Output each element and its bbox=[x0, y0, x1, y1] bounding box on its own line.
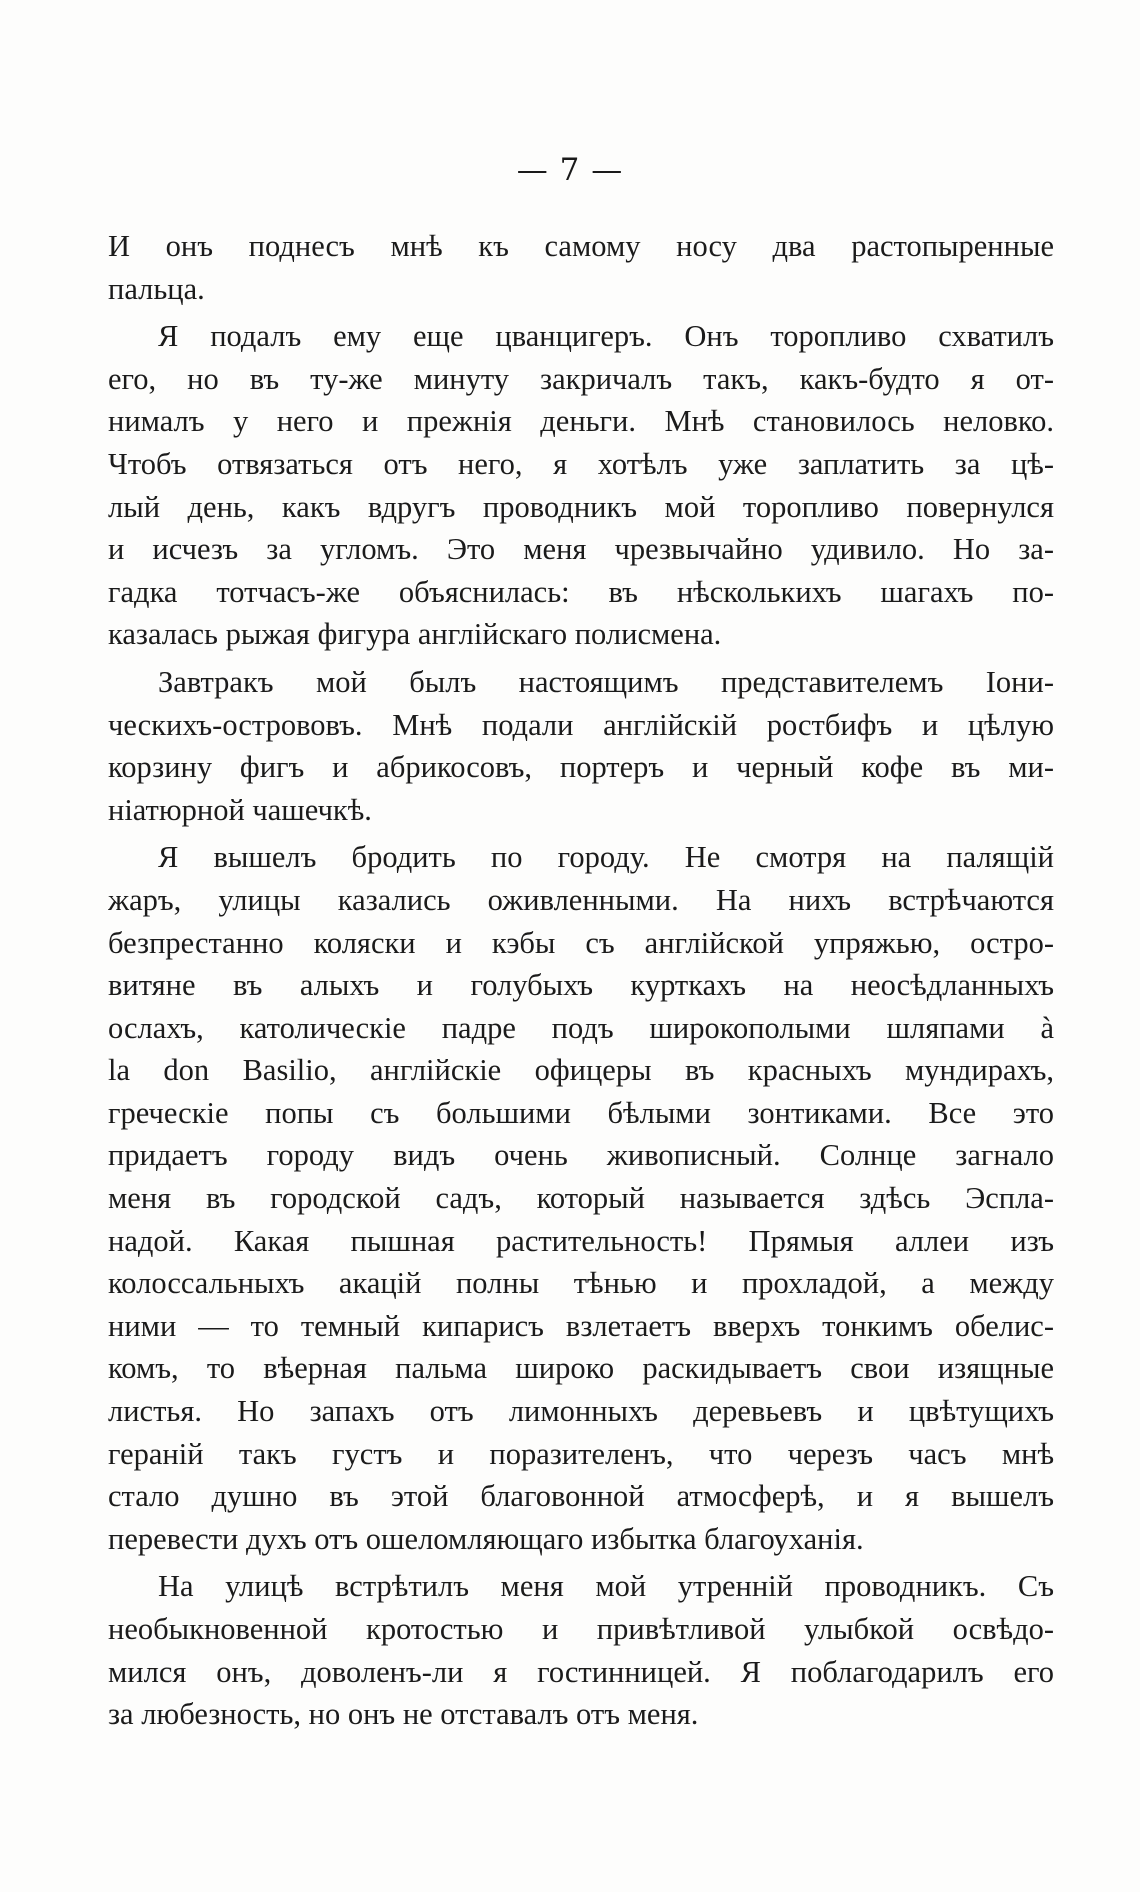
text-line: комъ, то вѣерная пальма широко раскидываетъ свои изящные bbox=[108, 1351, 1054, 1386]
text-line: мился онъ, доволенъ-ли я гостинницей. Я поблагодарилъ его bbox=[108, 1654, 1054, 1689]
text-line: ніатюрной чашечкѣ. bbox=[108, 792, 372, 827]
text-line: ними — то темный кипарисъ взлетаетъ вверхъ тонкимъ обелис- bbox=[108, 1308, 1054, 1343]
text-line: витяне въ алыхъ и голубыхъ курткахъ на неосѣдланныхъ bbox=[108, 968, 1054, 1003]
text-line: перевести духъ отъ ошеломляющаго избытка благоуханія. bbox=[108, 1521, 864, 1556]
text-line: его, но въ ту-же минуту закричалъ такъ, какъ-будто я от- bbox=[108, 361, 1054, 396]
text-line: безпрестанно коляски и кэбы съ англійской упряжью, остро- bbox=[108, 925, 1054, 960]
text-line: гадка тотчасъ-же объяснилась: въ нѣсколькихъ шагахъ по- bbox=[108, 574, 1054, 609]
text-line: надой. Какая пышная растительность! Прямыя аллеи изъ bbox=[108, 1223, 1054, 1258]
text-line: за любезность, но онъ не отставалъ отъ меня. bbox=[108, 1697, 699, 1732]
text-line: Я подалъ ему еще цванцигеръ. Онъ торопливо схватилъ bbox=[158, 319, 1054, 354]
text-line: нималъ у него и прежнія деньги. Мнѣ становилось неловко. bbox=[108, 404, 1054, 439]
page-number: — 7 — bbox=[516, 152, 624, 188]
text-line: меня въ городской садъ, который называется здѣсь Эспла- bbox=[108, 1181, 1054, 1216]
text-line: ослахъ, католическіе падре подъ широкополыми шляпами à bbox=[108, 1010, 1054, 1045]
text-line: лый день, какъ вдругъ проводникъ мой торопливо повернулся bbox=[108, 489, 1054, 524]
text-line: На улицѣ встрѣтилъ меня мой утренній проводникъ. Съ bbox=[158, 1569, 1054, 1604]
text-line: казалась рыжая фигура англійскаго полисмена. bbox=[108, 617, 722, 652]
text-line: греческіе попы съ большими бѣлыми зонтиками. Все это bbox=[108, 1095, 1054, 1130]
text-line: ческихъ-острововъ. Мнѣ подали англійскій ростбифъ и цѣлую bbox=[108, 707, 1054, 742]
text-line: пальца. bbox=[108, 271, 205, 306]
text-line: И онъ поднесъ мнѣ къ самому носу два растопыренные bbox=[108, 229, 1054, 263]
text-line: листья. Но запахъ отъ лимонныхъ деревьевъ и цвѣтущихъ bbox=[108, 1394, 1054, 1429]
text-line: стало душно въ этой благовонной атмосферѣ, и я вышелъ bbox=[108, 1479, 1054, 1514]
body-text bbox=[108, 225, 1054, 1736]
text-line: необыкновенной кротостью и привѣтливой улыбкой освѣдо- bbox=[108, 1612, 1054, 1646]
text-line: жаръ, улицы казались оживленными. На нихъ встрѣчаются bbox=[108, 882, 1054, 917]
text-line: Я вышелъ бродить по городу. Не смотря на палящій bbox=[158, 840, 1054, 875]
text-line: гераній такъ густъ и поразителенъ, что черезъ часъ мнѣ bbox=[108, 1436, 1054, 1471]
text-line: и исчезъ за угломъ. Это меня чрезвычайно удивило. Но за- bbox=[108, 532, 1054, 567]
text-line: корзину фигъ и абрикосовъ, портеръ и черный кофе въ ми- bbox=[108, 750, 1054, 785]
text-line: придаетъ городу видъ очень живописный. Солнце загнало bbox=[108, 1138, 1054, 1173]
text-line: Завтракъ мой былъ настоящимъ представителемъ Іони- bbox=[158, 664, 1054, 699]
text-line: колоссальныхъ акацій полны тѣнью и прохладой, а между bbox=[108, 1266, 1054, 1301]
text-line: la don Basilio, англійскіе офицеры въ красныхъ мундирахъ, bbox=[108, 1053, 1054, 1088]
text-line: Чтобъ отвязаться отъ него, я хотѣлъ уже заплатить за цѣ- bbox=[108, 446, 1054, 481]
